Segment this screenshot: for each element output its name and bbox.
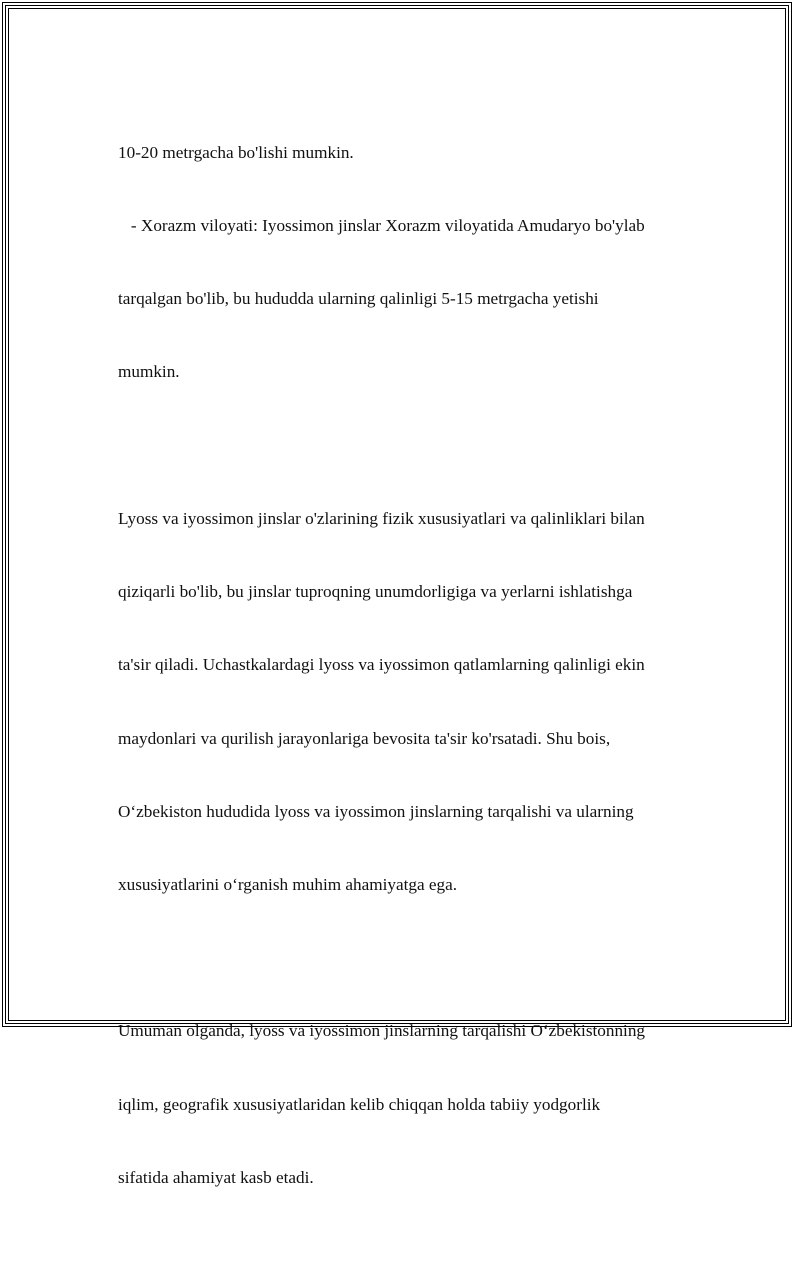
document-body — [118, 92, 688, 1263]
text-line: O‘zbekiston hududida lyoss va iyossimon jinslarning tarqalishi va ularning — [118, 801, 634, 821]
text-line: tarqalgan bo'lib, bu hududda ularning qalinligi 5-15 metrgacha yetishi — [118, 289, 599, 309]
text-line: sifatida ahamiyat kasb etadi. — [118, 1167, 314, 1187]
text-line: ta'sir qiladi. Uchastkalardagi lyoss va iyossimon qatlamlarning qalinligi ekin — [118, 655, 645, 675]
text-line: xususiyatlarini o‘rganish muhim ahamiyatga ega. — [118, 874, 458, 894]
text-line: iqlim, geografik xususiyatlaridan kelib chiqqan holda tabiiy yodgorlik — [118, 1094, 601, 1114]
text-line: maydonlari va qurilish jarayonlariga bevosita ta'sir ko'rsatadi. Shu bois, — [118, 728, 611, 748]
text-line: 10-20 metrgacha bo'lishi mumkin. — [118, 142, 354, 162]
text-line: Lyoss va iyossimon jinslar o'zlarining fizik xususiyatlari va qalinliklari bilan — [118, 508, 645, 528]
text-line: qiziqarli bo'lib, bu jinslar tuproqning unumdorligiga va yerlarni ishlatishga — [118, 582, 633, 602]
text-line: Umuman olganda, lyoss va iyossimon jinslarning tarqalishi O‘zbekistonning — [118, 1021, 646, 1041]
paragraph-3 — [118, 971, 688, 1239]
text-line: - Xorazm viloyati: Iyossimon jinslar Xorazm viloyatida Amudaryo bo'ylab — [118, 216, 645, 236]
paragraph-1 — [118, 92, 688, 434]
text-line: mumkin. — [118, 362, 180, 382]
paragraph-2 — [118, 458, 688, 946]
